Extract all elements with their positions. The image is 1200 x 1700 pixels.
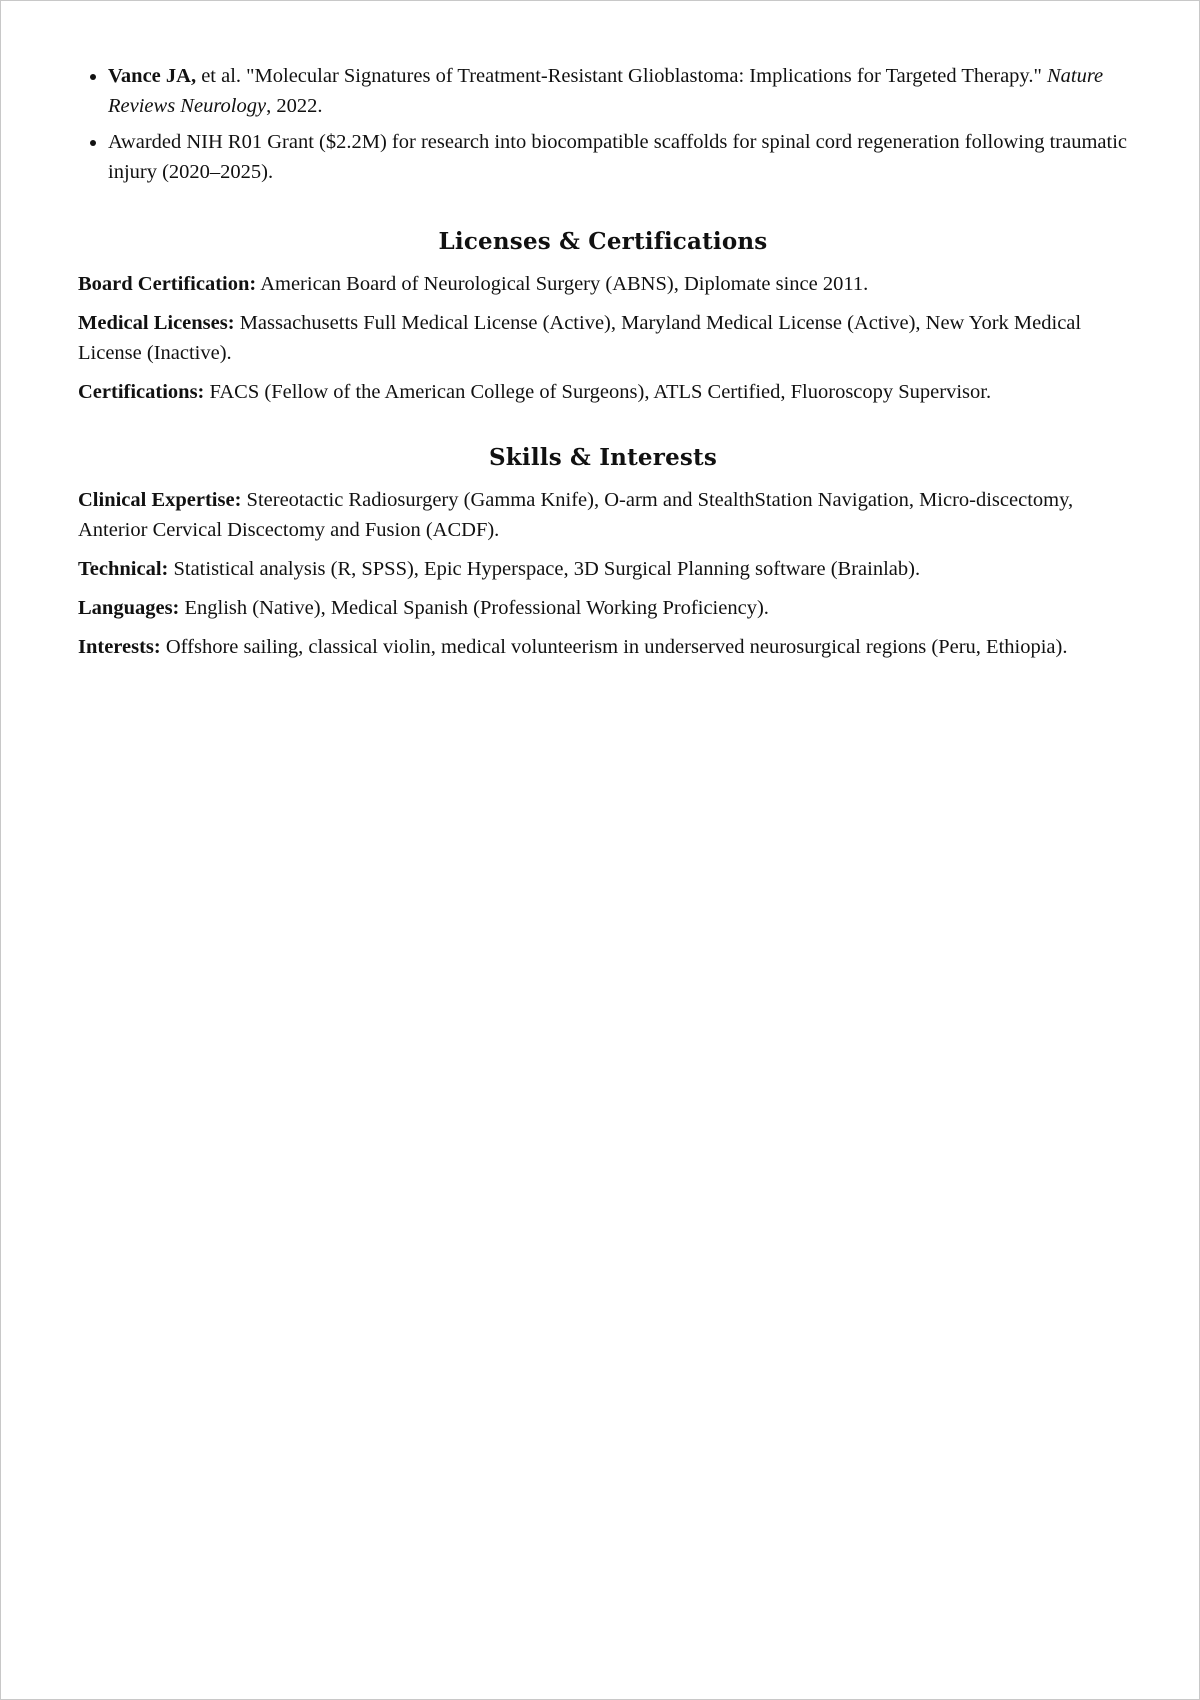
licenses-heading: Licenses & Certifications (438, 228, 768, 255)
entry-label: Medical Licenses: (78, 312, 235, 334)
entry-label: Board Certification: (78, 273, 257, 295)
publication-title: et al. "Molecular Signatures of Treatment-Resistant Glioblastoma: Implications for Targeted Therapy." (196, 65, 1047, 87)
certifications-entry (78, 377, 1128, 407)
entry-label: Interests: (78, 636, 161, 658)
publication-journal: Nature Reviews Neurology (108, 65, 1104, 117)
entry-label: Languages: (78, 597, 180, 619)
entry-text: Stereotactic Radiosurgery (Gamma Knife), O-arm and StealthStation Navigation, Micro-discectomy, Anterior Cervical Discectomy and Fusion (ACDF). (78, 489, 1074, 541)
entry-text: Massachusetts Full Medical License (Active), Maryland Medical License (Active), New York Medical License (Inactive). (78, 312, 1082, 364)
entry-text: FACS (Fellow of the American College of Surgeons), ATLS Certified, Fluoroscopy Supervisor. (204, 381, 992, 403)
entry-text: Statistical analysis (R, SPSS), Epic Hyperspace, 3D Surgical Planning software (Brainlab). (168, 558, 921, 580)
entry-label: Technical: (78, 558, 169, 580)
publications-list (78, 61, 1128, 187)
interests-entry (78, 632, 1128, 662)
entry-text: English (Native), Medical Spanish (Professional Working Proficiency). (179, 597, 769, 619)
entry-label: Clinical Expertise: (78, 489, 242, 511)
entry-label: Certifications: (78, 381, 205, 403)
technical-entry (78, 554, 1128, 584)
publication-year: , 2022. (266, 95, 323, 117)
skills-heading: Skills & Interests (488, 444, 718, 471)
grant-text: Awarded NIH R01 Grant ($2.2M) for research into biocompatible scaffolds for spinal cord regeneration following traumatic injury (2020–2025). (108, 131, 1128, 183)
publication-author: Vance JA, (108, 65, 197, 87)
document-content (78, 61, 1128, 662)
clinical-expertise-entry (78, 485, 1128, 545)
entry-text: Offshore sailing, classical violin, medical volunteerism in underserved neurosurgical regions (Peru, Ethiopia). (160, 636, 1068, 658)
board-certification-entry (78, 269, 1128, 299)
grant-item (108, 127, 1128, 187)
entry-text: American Board of Neurological Surgery (ABNS), Diplomate since 2011. (256, 273, 869, 295)
medical-licenses-entry (78, 308, 1128, 368)
publication-item (108, 61, 1128, 121)
languages-entry (78, 593, 1128, 623)
